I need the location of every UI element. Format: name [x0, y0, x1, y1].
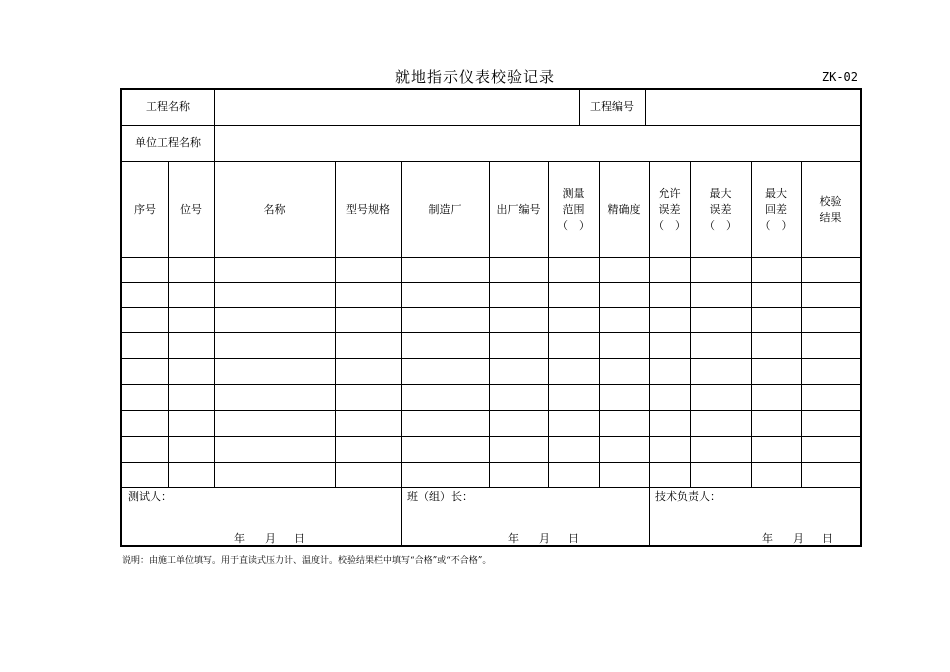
month-label: 月: [793, 532, 804, 545]
divider: [122, 410, 860, 411]
col-header-allowed-error: 允许 误差 （ ）: [653, 187, 686, 232]
form-title: 就地指示仪表校验记录: [394, 68, 555, 86]
month-label: 月: [539, 532, 550, 545]
divider: [122, 332, 860, 333]
divider: [122, 462, 860, 463]
col-header-tag: 位号: [180, 203, 202, 216]
year-label: 年: [762, 532, 773, 545]
record-table: [120, 88, 862, 547]
col-header-serial: 出厂编号: [496, 203, 541, 216]
unit-project-label: 单位工程名称: [135, 136, 201, 149]
col-header-index: 序号: [134, 203, 156, 216]
day-label: 日: [568, 532, 579, 545]
divider: [122, 384, 860, 385]
divider: [122, 436, 860, 437]
col-header-accuracy: 精确度: [607, 203, 641, 216]
col-header-manufacturer: 制造厂: [428, 203, 462, 216]
tester-label: 测试人：: [128, 490, 172, 503]
col-header-name: 名称: [263, 203, 286, 216]
divider: [401, 487, 402, 545]
divider: [122, 358, 860, 359]
project-name-label: 工程名称: [146, 100, 190, 113]
month-label: 月: [265, 532, 276, 545]
divider: [122, 257, 860, 258]
col-header-result: 校验 结果: [819, 195, 842, 224]
divider: [122, 282, 860, 283]
divider: [649, 487, 650, 545]
divider: [214, 90, 215, 161]
year-label: 年: [508, 532, 519, 545]
year-label: 年: [234, 532, 245, 545]
divider: [122, 487, 860, 488]
divider: [122, 307, 860, 308]
col-header-max-hysteresis: 最大 回差 （ ）: [759, 187, 793, 232]
day-label: 日: [822, 532, 833, 545]
col-header-max-error: 最大 误差 （ ）: [704, 187, 737, 232]
divider: [122, 125, 860, 126]
divider: [122, 161, 860, 162]
project-no-label: 工程编号: [590, 100, 634, 113]
day-label: 日: [294, 532, 305, 545]
tech-lead-label: 技术负责人：: [655, 490, 721, 503]
col-header-model: 型号规格: [346, 203, 390, 216]
divider: [645, 90, 646, 125]
form-code: ZK-02: [821, 70, 858, 84]
leader-label: 班（组）长：: [407, 490, 473, 503]
footnote: 说明：由施工单位填写。用于直读式压力计、温度计。校验结果栏中填写“合格”或“不合格”。: [122, 556, 492, 566]
col-header-range: 测量 范围 （ ）: [557, 187, 590, 232]
